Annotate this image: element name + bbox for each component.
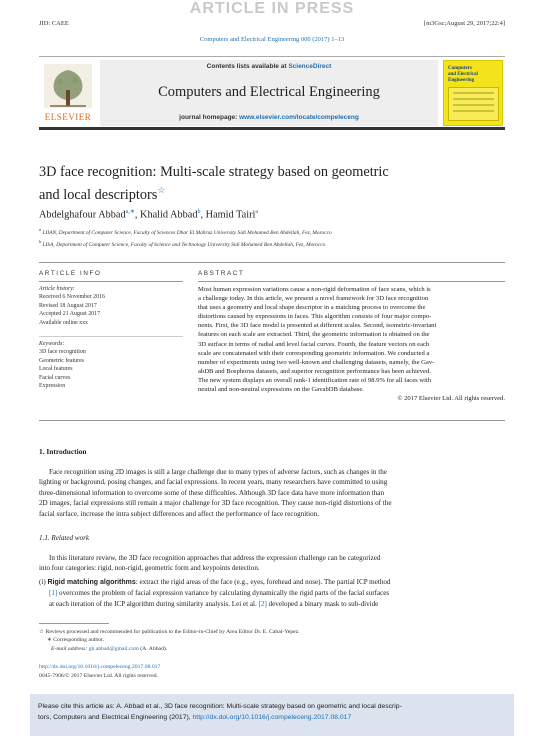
- banner-text: ARTICLE IN PRESS: [189, 0, 355, 17]
- author-list: Abdelghafour Abbad$^{a,∗}$, Khalid Abbad$^b$, Hamid Tairi$^a$: [39, 209, 259, 221]
- related-line: into four categories: rigid, non-rigid, geometric form and keypoints detection.: [39, 564, 260, 573]
- section-rule: [39, 262, 505, 263]
- abstract-body: [198, 285, 505, 403]
- abstract-rule: [198, 281, 505, 282]
- article-in-press-banner: [0, 0, 544, 18]
- journal-title: Computers and Electrical Engineering: [158, 84, 380, 100]
- cite-box: [30, 694, 514, 736]
- abstract-heading: ABSTRACT: [198, 270, 245, 277]
- keyword-item: Local features: [39, 366, 73, 373]
- affiliation-item: $^b$ LISA, Department of Computer Science, Faculty of Science and Technology University Sidi Mohamed Ben Abdellah, Fez, Morocco: [39, 238, 326, 248]
- abstract-line: nents. First, the 3D face model is presented at different scales. Second, isometric-invariant: [198, 322, 437, 330]
- contents-line: Contents lists available at ScienceDirect: [206, 63, 332, 70]
- build-stamp: [m3Gsc;August 29, 2017;22:4]: [423, 20, 505, 27]
- intro-heading: 1. Introduction: [39, 447, 87, 456]
- keyword-item: Expression: [39, 383, 66, 390]
- keyword-item: Geometric features: [39, 357, 84, 364]
- intro-line: Face recognition using 2D images is still a large challenge due to many types of adverse factors, such as changes in the: [49, 468, 387, 476]
- footnotes: [39, 628, 505, 653]
- footnote-item: E-mail address: gh.abbad@gmail.com (A. Abbad).: [51, 645, 168, 652]
- section-rule: [39, 420, 505, 421]
- footnote-item: ∗ Corresponding author.: [47, 637, 105, 644]
- cover-title: Computers and Electrical Engineering: [448, 66, 478, 83]
- intro-line: lighting or background, posing changes, and facial expressions. In recent years, many researchers have committed to using: [39, 478, 388, 487]
- related-line: In this literature review, the 3D face recognition approaches that address the expression challenge can be categorized: [49, 554, 381, 562]
- sciencedirect-link[interactable]: ScienceDirect: [288, 63, 332, 70]
- article-title: 3D face recognition: Multi-scale strategy based on geometric and local descriptors☆: [39, 164, 389, 203]
- intro-line: 2D images, facial expressions still remain a major challenge for 3D face recognition. They cause non-rigid distortions of the: [39, 499, 392, 508]
- journal-volume-line[interactable]: Computers and Electrical Engineering 000 (2017) 1–13: [199, 36, 345, 43]
- affiliation-item: $^a$ LIIAN, Department of Computer Science, Faculty of Sciences Dhar El Mahraz University Sidi Mohamed Ben Abdellah, Fez, Morocco: [39, 227, 332, 236]
- abstract-line: features on each scale are extracted. Third, the geometric information is obtained on the: [198, 331, 430, 339]
- keyword-item: 3D face recognition: [39, 349, 86, 356]
- homepage-line: journal homepage: www.elsevier.com/locate/compeleceng: [179, 114, 359, 121]
- history-item: Revised 18 August 2017: [39, 302, 97, 309]
- abstract-line: number of experiments using two well-known and challenging datasets, namely, the Gav-: [198, 358, 435, 366]
- abstract-line: neutral and non-neutral expressions on the GavabDB database.: [198, 386, 364, 394]
- doi-link[interactable]: http://dx.doi.org/10.1016/j.compeleceng.2017.08.017: [39, 664, 161, 670]
- author-affil-mark[interactable]: a: [255, 209, 259, 215]
- history-item: Accepted 21 August 2017: [39, 311, 101, 318]
- history-item: Received 6 November 2016: [39, 294, 105, 301]
- author-name[interactable]: Hamid Tairi: [205, 209, 256, 221]
- journal-id: JID: CAEE: [39, 20, 69, 27]
- homepage-link[interactable]: www.elsevier.com/locate/compeleceng: [239, 114, 359, 121]
- author-affil-mark[interactable]: a,∗: [125, 209, 135, 215]
- history-item: Available online xxx: [39, 319, 88, 326]
- article-info-rule: [39, 281, 183, 282]
- abstract-line: 3D surface in terms of radial and level facial curves. Fourth, the feature vectors on each: [198, 340, 430, 348]
- affiliations: [39, 226, 509, 249]
- author-affil-mark[interactable]: b: [197, 209, 201, 215]
- abstract-line: that uses a geometry and local shape descriptor in a matching process to overcome the: [198, 304, 426, 312]
- abstract-line: scale are concatenated with their corresponding geometric information. We conducted a: [198, 349, 430, 357]
- related-body: [39, 553, 505, 574]
- publisher-name: ELSEVIER: [44, 112, 92, 122]
- intro-line: facial surface, increase the intra subject differences and affect the performance of face recognition.: [39, 509, 319, 518]
- footnote-rule: [39, 623, 109, 624]
- cite-text: Please cite this article as: A. Abbad et al., 3D face recognition: Multi-scale strategy based on geometric and local descrip- tors, Computers and Electrical Engineering (2017), http://dx.doi.org/10.1016/j.compeleceng.2017.08.017: [38, 703, 402, 721]
- abstract-line: The new system displays an overall rank-1 identification rate of 98.9% for all faces with: [198, 376, 432, 384]
- title-footnote-mark[interactable]: ☆: [157, 185, 166, 195]
- intro-body: [39, 467, 505, 519]
- article-info-heading: ARTICLE INFO: [39, 270, 102, 277]
- list-item: (i) Rigid matching algorithms: extract the rigid areas of the face (e.g., eyes, forehead and nose). The partial ICP method [1] overcomes the problem of facial expression variance by calculating dynamically the rigid parts of the facial surfaces at each iteration of the ICP algorithm during similarity analysis. Lei et al. [2] developed a binary mask to sub-divide: [39, 578, 391, 608]
- footnote-item: ☆ Reviews processed and recommended for publication to the Editor-in-Chief by Area Editor Dr. E. Cabal-Yepez.: [39, 629, 300, 635]
- abstract-line: a challenge today. In this article, we present a novel framework for 3D face recognition: [198, 295, 429, 303]
- issn-line: 0045-7906/© 2017 Elsevier Ltd. All rights reserved.: [39, 673, 158, 679]
- elsevier-logo[interactable]: [40, 60, 96, 124]
- related-heading: 1.1. Related work: [39, 534, 90, 542]
- citation-link[interactable]: [2]: [258, 599, 267, 608]
- copyright: © 2017 Elsevier Ltd. All rights reserved.: [397, 395, 505, 403]
- email-link[interactable]: gh.abbad@gmail.com: [88, 645, 139, 652]
- keywords: Keywords: 3D face recognition Geometric features Local features Facial curves Expression: [39, 340, 183, 390]
- citation-link[interactable]: [1]: [49, 589, 58, 598]
- author-name[interactable]: Abdelghafour Abbad: [39, 209, 126, 221]
- journal-cover[interactable]: [443, 60, 503, 126]
- author-name[interactable]: Khalid Abbad: [140, 209, 198, 221]
- keyword-item: Facial curves: [39, 374, 71, 381]
- abstract-line: Most human expression variations cause a non-rigid deformation of face scans, which is: [198, 286, 431, 293]
- article-history: Article history: Received 6 November 2016 Revised 18 August 2017 Accepted 21 August 2017 Available online xxx: [39, 285, 183, 327]
- intro-line: three-dimensional information to overcome some of these difficulties. Although 3D face data have more information than: [39, 488, 384, 497]
- abstract-line: abDB and Bosphorus datasets, and superior recognition performance has been achieved.: [198, 367, 431, 375]
- keywords-rule: [39, 336, 183, 337]
- cover-panel: [448, 87, 499, 121]
- abstract-line: distortions caused by expressions in faces. This algorithm consists of four major compo-: [198, 313, 432, 321]
- cite-doi-link[interactable]: http://dx.doi.org/10.1016/j.compeleceng.2017.08.017: [192, 714, 352, 721]
